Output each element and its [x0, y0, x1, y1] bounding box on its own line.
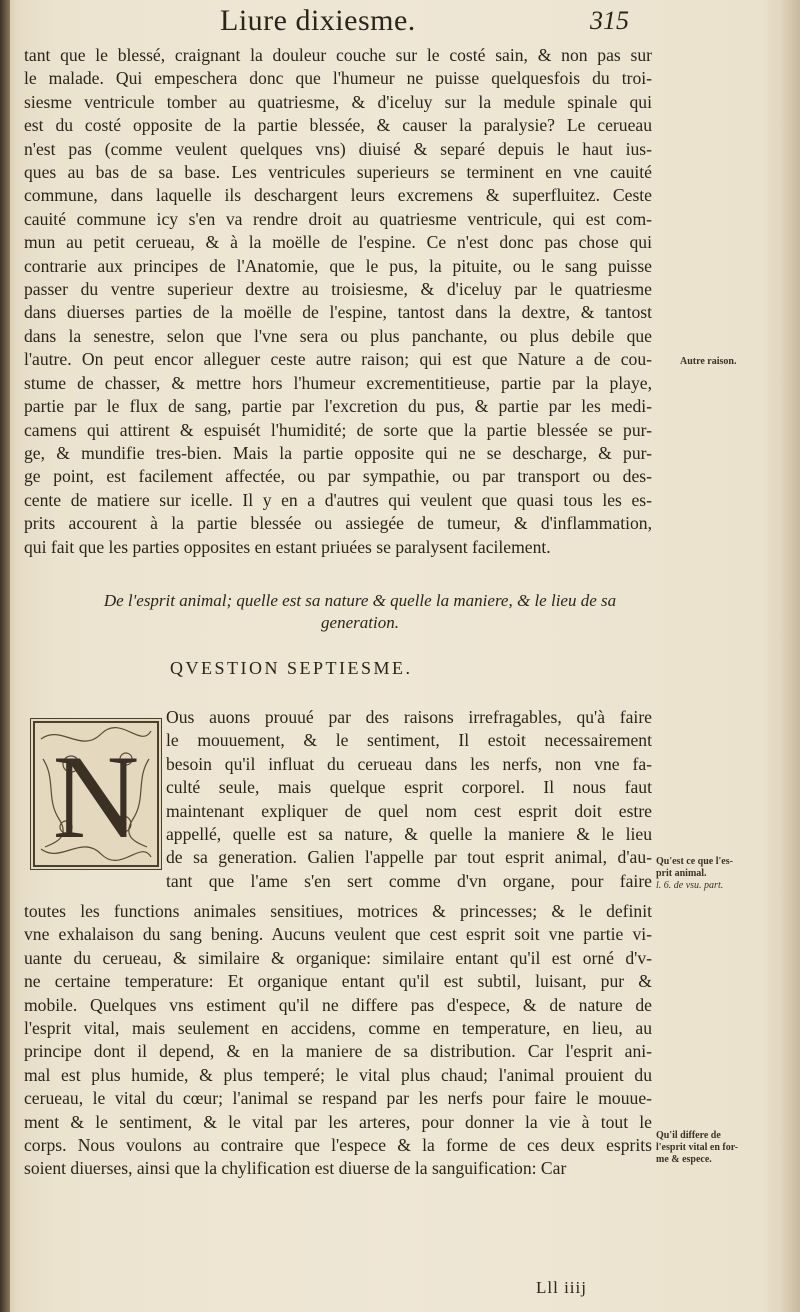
paragraph-1 [24, 44, 652, 559]
dropcap-letter: N [52, 730, 140, 863]
text-line: camens qui attirent & espuisét l'humidité; de sorte que la partie blessée se pur- [24, 419, 652, 440]
text-line: corps. Nous voulons au contraire que l'espece & la forme de ces deux esprits [24, 1135, 652, 1156]
text-line: de sa generation. Galien l'appelle par tout esprit animal, d'au- [166, 847, 652, 868]
text-line: mun au petit cerueau, & à la moëlle de l'espine. Ce n'est donc pas chose qui [24, 232, 652, 253]
text-line: prits accourent à la partie blessée ou assiegée de tumeur, & d'inflammation, [24, 513, 652, 534]
text-line: partie par le flux de sang, partie par l'excretion du pus, & partie par les medi- [24, 396, 652, 417]
paragraph-2-full [24, 900, 652, 1181]
text-line: le mouuement, & le sentiment, Il estoit necessairement [166, 730, 652, 751]
text-line: besoin qu'il influat du cerueau dans les nerfs, non vne fa- [166, 753, 652, 774]
text-line: dans la senestre, selon que l'vne sera ou plus panchante, ou plus debile que [24, 325, 652, 346]
text-line: cerueau, le vital du cœur; l'animal se respand par les nerfs pour faire le mouue- [24, 1088, 652, 1109]
decorated-initial [30, 718, 162, 870]
text-line: l'esprit vital, mais seulement en accidens, comme en temperature, en lieu, au [24, 1018, 652, 1039]
text-line: vne exhalaison du sang bening. Aucuns veulent que cest esprit soit vne partie vi- [24, 924, 652, 945]
text-line: principe dont il depend, & en la maniere de sa distribution. Car l'esprit ani- [24, 1041, 652, 1062]
text-line: tant que le blessé, craignant la douleur couche sur le costé sain, & non pas sur [24, 45, 652, 65]
ornament-icon [31, 719, 161, 869]
text-line: cente de matiere sur icelle. Il y en a d'autres qui veulent que quasi tous les es- [24, 489, 652, 510]
text-line: n'est pas (comme veulent quelques vns) diuisé & separé depuis le haut ius- [24, 138, 652, 159]
text-line: ge, & mundifie tres-bien. Mais la partie opposite qui ne se descharge, & pur- [24, 442, 652, 463]
text-line: ne certaine temperature: Et organique entant qu'il est subtil, luisant, pur & [24, 971, 652, 992]
text-line: Ous auons prouué par des raisons irrefragables, qu'à faire [166, 707, 652, 727]
text-line: est du costé opposite de la partie blessée, & causer la paralysie? Le cerueau [24, 115, 652, 136]
text-line: tant que l'ame s'en sert comme d'vn organe, pour faire [166, 870, 652, 891]
text-line: maintenant expliquer de quel nom cest esprit doit estre [166, 800, 652, 821]
running-title: Liure dixiesme. [220, 4, 416, 37]
margin-note-3-line-2: l'esprit vital en for- [656, 1142, 739, 1153]
catchword: Lll iiij [536, 1278, 587, 1297]
text-line: stume de chasser, & mettre hors l'humeur excrementitieuse, partie par la playe, [24, 372, 652, 393]
text-line: toutes les functions animales sensitiues, motrices & princesses; & le definit [24, 901, 652, 921]
text-line: mal est plus humide, & plus temperé; le vital plus chaud; l'animal prouient du [24, 1064, 652, 1085]
text-line: dans diuerses parties de la moëlle de l'espine, tantost dans la dextre, & tantost [24, 302, 652, 323]
page-number: 315 [590, 6, 629, 35]
question-heading: QVESTION SEPTIESME. [170, 658, 413, 678]
margin-note-2-line-2: prit animal. [656, 868, 707, 879]
margin-note-2-line-1: Qu'est ce que l'es- [656, 856, 733, 867]
text-line: culté seule, mais quelque esprit corporel. Il nous faut [166, 777, 652, 798]
text-line: soient diuerses, ainsi que la chylification est diuerse de la sanguification: Car [24, 1158, 567, 1179]
paragraph-2-indented [166, 706, 652, 893]
text-line: siesme ventricule tomber au quatriesme, & d'iceluy sur la medule spinale qui [24, 91, 652, 112]
text-line: ment & le sentiment, & le vital par les arteres, pour donner la vie à tout le [24, 1111, 652, 1132]
text-line: passer du ventre superieur dextre au troisiesme, & d'iceluy par le quatriesme [24, 279, 652, 300]
book-spine [0, 0, 10, 1312]
margin-note-3 [656, 1130, 738, 1166]
margin-note-2-line-3: l. 6. de vsu. part. [656, 880, 724, 891]
text-line: contrarie aux principes de l'Anatomie, que le pus, la pituite, ou le sang puisse [24, 255, 652, 276]
margin-note-3-line-1: Qu'il differe de [656, 1130, 721, 1141]
margin-note-1: Autre raison. [680, 356, 737, 367]
section-title-line-1: De l'esprit animal; quelle est sa nature & quelle la maniere, & le lieu de sa [103, 591, 617, 610]
margin-note-3-line-3: me & espece. [656, 1154, 712, 1165]
text-line: cauité commune icy s'en va rendre droit au quatriesme ventricule, qui est com- [24, 208, 652, 229]
text-line: l'autre. On peut encor alleguer ceste autre raison; qui est que Nature a de cou- [24, 349, 652, 370]
margin-note-2 [656, 856, 733, 892]
text-line: qui fait que les parties opposites en estant priuées se paralysent facilement. [24, 536, 551, 557]
section-title [60, 590, 660, 634]
text-line: mobile. Quelques vns estiment qu'il ne differe pas d'espece, & de nature de [24, 994, 652, 1015]
text-line: le malade. Qui empeschera donc que l'humeur ne puisse quelquesfois du troi- [24, 68, 652, 89]
text-line: ques au bas de sa base. Les ventricules superieurs se terminent en vne cauité [24, 162, 652, 183]
text-line: appellé, quelle est sa nature, & quelle la maniere & le lieu [166, 824, 652, 845]
section-title-line-2: generation. [321, 613, 399, 632]
text-line: ge point, est facilement affectée, ou par sympathie, ou par transport ou des- [24, 466, 652, 487]
text-line: uante du cerueau, & similaire & organique: similaire entant qu'il est orné d'v- [24, 947, 652, 968]
text-line: commune, dans laquelle ils deschargent leurs excremens & superfluitez. Ceste [24, 185, 652, 206]
page-edge-shadow [780, 0, 800, 1312]
